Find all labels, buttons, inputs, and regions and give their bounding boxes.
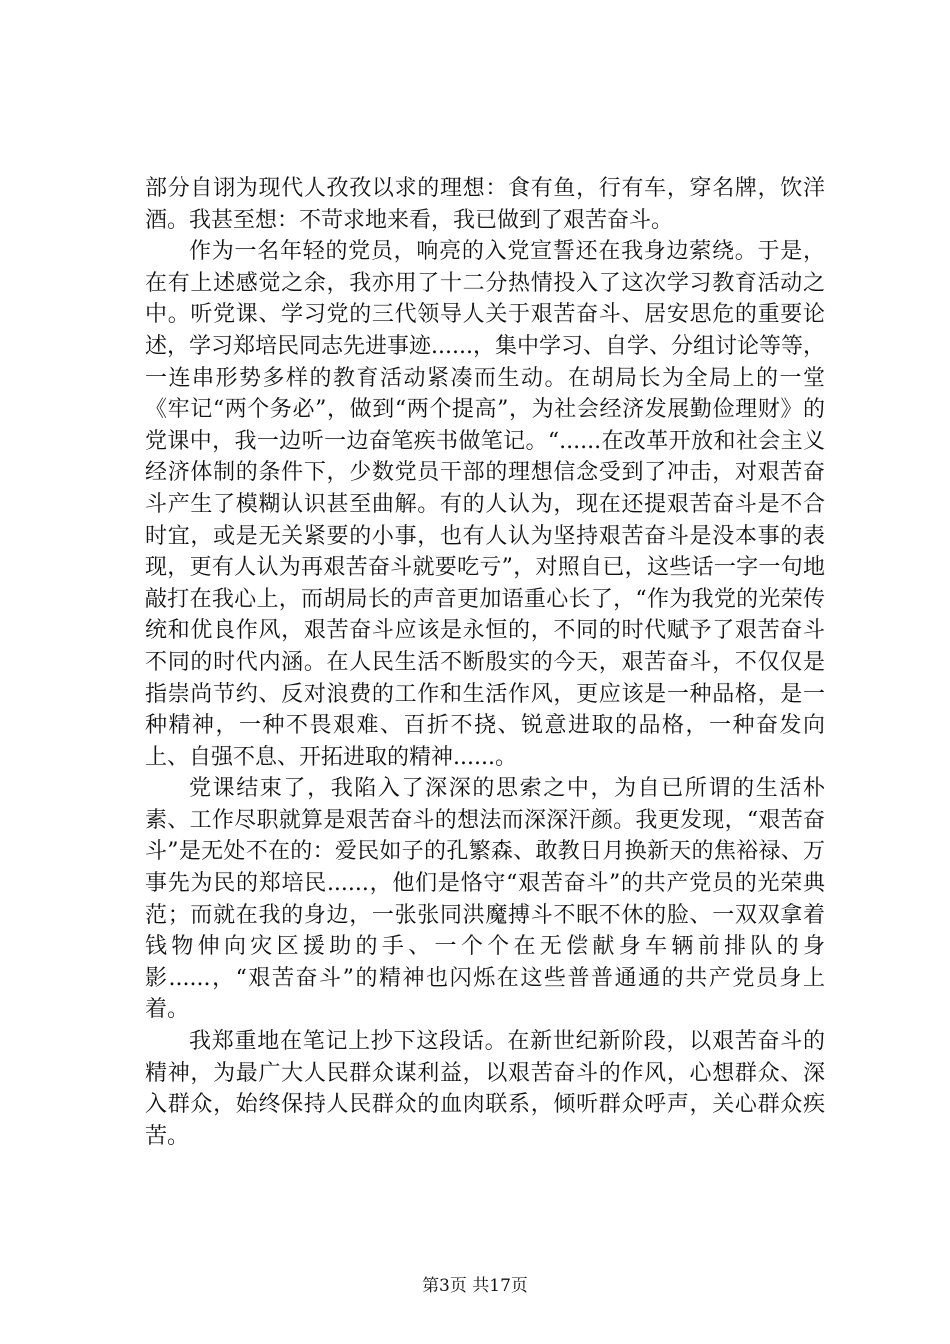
page-number-footer: 第3页 共17页 xyxy=(422,1276,528,1296)
paragraph-1: 部分自诩为现代人孜孜以求的理想：食有鱼，行有车，穿名牌，饮洋酒。我甚至想：不苛求地来看，我已做到了艰苦奋斗。 xyxy=(145,176,825,233)
paragraph-4: 我郑重地在笔记上抄下这段话。在新世纪新阶段，以艰苦奋斗的精神，为最广大人民群众谋利益，以艰苦奋斗的作风，心想群众、深入群众，始终保持人民群众的血肉联系，倾听群众呼声，关心群众疾苦。 xyxy=(145,1029,825,1149)
document-body xyxy=(145,173,825,1152)
paragraph-2: 作为一名年轻的党员，响亮的入党宣誓还在我身边萦绕。于是，在有上述感觉之余，我亦用了十二分热情投入了这次学习教育活动之中。听党课、学习党的三代领导人关于艰苦奋斗、居安思危的重要论述，学习郑培民同志先进事迹......，集中学习、自学、分组讨论等等，一连串形势多样的教育活动紧凑而生动。在胡局长为全局上的一堂《牢记“两个务必”，做到“两个提高”，为社会经济发展勤俭理财》的党课中，我一边听一边奋笔疾书做笔记。“......在改革开放和社会主义经济体制的条件下，少数党员干部的理想信念受到了冲击，对艰苦奋斗产生了模糊认识甚至曲解。有的人认为，现在还提艰苦奋斗是不合时宜，或是无关紧要的小事，也有人认为坚持艰苦奋斗是没本事的表现，更有人认为再艰苦奋斗就要吃亏”，对照自已，这些话一字一句地敲打在我心上，而胡局长的声音更加语重心长了，“作为我党的光荣传统和优良作风，艰苦奋斗应该是永恒的，不同的时代赋予了艰苦奋斗不同的时代内涵。在人民生活不断殷实的今天，艰苦奋斗，不仅仅是指崇尚节约、反对浪费的工作和生活作风，更应该是一种品格，是一种精神，一种不畏艰难、百折不挠、锐意进取的品格，一种奋发向上、自强不息、开拓进取的精神......。 xyxy=(145,239,825,770)
paragraph-3: 党课结束了，我陷入了深深的思索之中，为自已所谓的生活朴素、工作尽职就算是艰苦奋斗的想法而深深汗颜。我更发现，“艰苦奋斗”是无处不在的：爱民如子的孔繁森、敢教日月换新天的焦裕禄、万事先为民的郑培民......，他们是恪守“艰苦奋斗”的共产党员的光荣典范；而就在我的身边，一张张同洪魔搏斗不眠不休的脸、一双双拿着钱物伸向灾区援助的手、一个个在无偿献身车辆前排队的身影......，“艰苦奋斗”的精神也闪烁在这些普普通通的共产党员身上着。 xyxy=(145,776,825,1023)
